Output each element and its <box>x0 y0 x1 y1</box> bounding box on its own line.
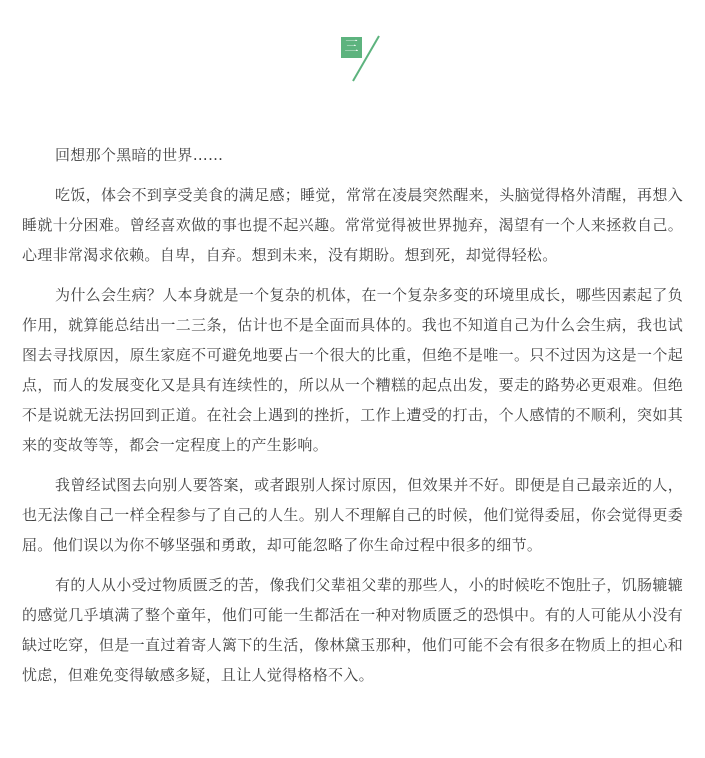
paragraph-seeking-answers: 我曾经试图去向别人要答案，或者跟别人探讨原因，但效果并不好。即便是自己最亲近的人，也无法像自己一样全程参与了自己的人生。别人不理解自己的时候，他们觉得委屈，你会觉得更委屈。他们误以为你不够坚强和勇敢，却可能忽略了你生命过程中很多的细节。 <box>22 476 683 554</box>
paragraph-causes: 为什么会生病？人本身就是一个复杂的机体，在一个复杂多变的环境里成长，哪些因素起了负作用，就算能总结出一二三条，估计也不是全面而具体的。我也不知道自己为什么会生病，我也试图去寻找原因，原生家庭不可避免地要占一个很大的比重，但绝不是唯一。只不过因为这是一个起点，而人的发展变化又是具有连续性的，所以从一个糟糕的起点出发，要走的路势必更艰难。但绝不是说就无法拐回到正道。在社会上遇到的挫折，工作上遭受的打击，个人感情的不顺利，突如其来的变故等等，都会一定程度上的产生影响。 <box>22 286 683 454</box>
paragraph-different-experiences: 有的人从小受过物质匮乏的苦，像我们父辈祖父辈的那些人，小的时候吃不饱肚子，饥肠辘辘的感觉几乎填满了整个童年，他们可能一生都活在一种对物质匮乏的恐惧中。有的人可能从小没有缺过吃穿，但是一直过着寄人篱下的生活，像林黛玉那种，他们可能不会有很多在物质上的担心和忧虑，但难免变得敏感多疑，且让人觉得格格不入。 <box>22 576 683 684</box>
diagonal-slash-decoration <box>337 35 383 83</box>
section-number-text: 三 <box>344 39 359 55</box>
paragraph-intro: 回想那个黑暗的世界…… <box>55 146 224 164</box>
article-body <box>22 140 683 700</box>
paragraph-symptoms: 吃饭，体会不到享受美食的满足感；睡觉，常常在凌晨突然醒来，头脑觉得格外清醒，再想入睡就十分困难。曾经喜欢做的事也提不起兴趣。常常觉得被世界抛弃，渴望有一个人来拯救自己。心理非常渴求依赖。自卑，自弃。想到未来，没有期盼。想到死，却觉得轻松。 <box>22 186 683 264</box>
section-number-marker <box>337 35 383 83</box>
